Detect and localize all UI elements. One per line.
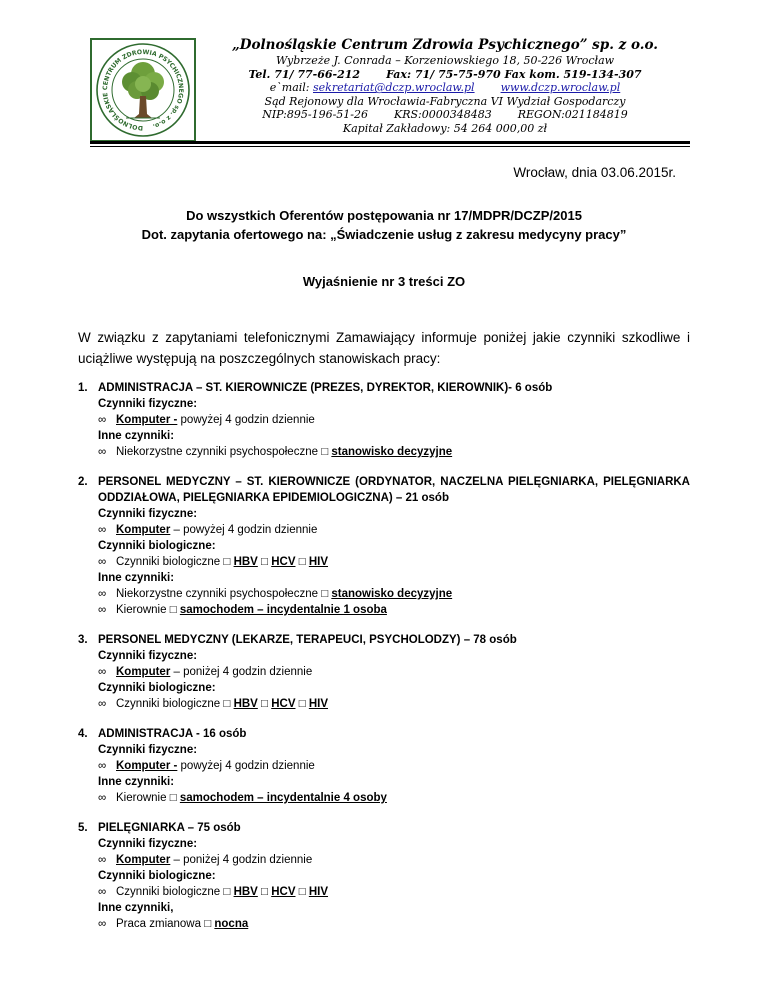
section-number: 4.: [78, 728, 88, 740]
company-registry: [200, 108, 690, 122]
letterhead-divider-thick: [90, 141, 690, 144]
section-1: [78, 380, 690, 460]
infinity-bullet-icon: ∞: [98, 446, 107, 458]
group-label: Czynniki fizyczne:: [98, 838, 198, 850]
group-label: Czynniki fizyczne:: [98, 398, 198, 410]
infinity-bullet-icon: ∞: [98, 524, 107, 536]
list-item: ∞ Komputer – powyżej 4 godzin dziennie: [98, 524, 318, 536]
tree-seal-icon: [90, 38, 196, 142]
infinity-bullet-icon: ∞: [98, 604, 107, 616]
group-label: Czynniki fizyczne:: [98, 508, 198, 520]
infinity-bullet-icon: ∞: [98, 886, 107, 898]
box-icon: □: [298, 886, 306, 898]
group-label: Czynniki biologiczne:: [98, 540, 216, 552]
group-label: Czynniki biologiczne:: [98, 870, 216, 882]
box-icon: □: [223, 556, 231, 568]
section-number: 3.: [78, 634, 88, 646]
letterhead-divider-thin: [90, 146, 690, 147]
section-number: 1.: [78, 382, 88, 394]
group-label: Inne czynniki,: [98, 902, 174, 914]
list-item: ∞ Praca zmianowa □ nocna: [98, 918, 249, 930]
logo-ring-text: DOLNOŚLĄSKIE CENTRUM ZDROWIA PSYCHICZNEGO sp. z o.o.: [101, 48, 185, 132]
infinity-bullet-icon: ∞: [98, 556, 107, 568]
date-line: Wrocław, dnia 03.06.2015r.: [513, 165, 676, 180]
box-icon: □: [298, 698, 306, 710]
section-number: 2.: [78, 476, 88, 488]
section-3: [78, 632, 690, 712]
section-title: PERSONEL MEDYCZNY (LEKARZE, TERAPEUCI, PSYCHOLODZY) – 78 osób: [98, 634, 517, 646]
section-title: ADMINISTRACJA – ST. KIEROWNICZE (PREZES, DYREKTOR, KIEROWNIK)- 6 osób: [98, 382, 553, 394]
box-icon: □: [169, 792, 177, 804]
infinity-bullet-icon: ∞: [98, 854, 107, 866]
infinity-bullet-icon: ∞: [98, 918, 107, 930]
group-label: Czynniki biologiczne:: [98, 682, 216, 694]
list-item: ∞ Komputer - powyżej 4 godzin dziennie: [98, 760, 315, 772]
addressee-heading: [78, 206, 690, 244]
group-label: Inne czynniki:: [98, 572, 175, 584]
group-label: Czynniki fizyczne:: [98, 650, 198, 662]
company-tel: Tel. 71/ 77-66-212: [248, 67, 361, 81]
email-link[interactable]: sekretariat@dczp.wroclaw.pl: [313, 81, 475, 95]
company-logo: [90, 38, 196, 142]
infinity-bullet-icon: ∞: [98, 414, 107, 426]
box-icon: □: [223, 698, 231, 710]
infinity-bullet-icon: ∞: [98, 698, 107, 710]
box-icon: □: [169, 604, 177, 616]
infinity-bullet-icon: ∞: [98, 666, 107, 678]
box-icon: □: [321, 588, 329, 600]
letterhead: [90, 36, 690, 144]
list-item: ∞ Komputer – poniżej 4 godzin dziennie: [98, 854, 313, 866]
group-label: Inne czynniki:: [98, 776, 175, 788]
infinity-bullet-icon: ∞: [98, 588, 107, 600]
infinity-bullet-icon: ∞: [98, 760, 107, 772]
box-icon: □: [261, 698, 268, 710]
company-name: „Dolnośląskie Centrum Zdrowia Psychicznego” sp. z o.o.: [232, 37, 658, 53]
job-positions-list: [78, 380, 690, 946]
section-4: [78, 726, 690, 806]
list-item: ∞ Czynniki biologiczne □ HBV □ HCV □ HIV: [98, 698, 329, 710]
company-regon: REGON:021184819: [517, 108, 628, 122]
list-item: ∞ Kierownie □ samochodem – incydentalnie 1 osoba: [98, 604, 387, 616]
list-item: ∞ Niekorzystne czynniki psychospołeczne □ stanowisko decyzyjne: [98, 588, 453, 600]
company-address: Wybrzeże J. Conrada – Korzeniowskiego 18, 50-226 Wrocław: [275, 54, 615, 67]
list-item: ∞ Kierownie □ samochodem – incydentalnie 4 osoby: [98, 792, 387, 804]
list-item: ∞ Czynniki biologiczne □ HBV □ HCV □ HIV: [98, 556, 329, 568]
list-item: ∞ Niekorzystne czynniki psychospołeczne □ stanowisko decyzyjne: [98, 446, 453, 458]
box-icon: □: [223, 886, 231, 898]
email-label: e`mail:: [269, 81, 310, 95]
list-item: ∞ Komputer - powyżej 4 godzin dziennie: [98, 414, 315, 426]
company-fax: Fax: 71/ 75-75-970 Fax kom. 519-134-307: [386, 67, 642, 81]
list-item: ∞ Komputer – poniżej 4 godzin dziennie: [98, 666, 313, 678]
group-label: Czynniki fizyczne:: [98, 744, 198, 756]
company-contacts: [200, 81, 690, 95]
box-icon: □: [204, 918, 212, 930]
company-phones: [200, 68, 690, 82]
infinity-bullet-icon: ∞: [98, 792, 107, 804]
box-icon: □: [261, 556, 268, 568]
list-item: ∞ Czynniki biologiczne □ HBV □ HCV □ HIV: [98, 886, 329, 898]
company-nip: NIP:895-196-51-26: [262, 108, 369, 122]
section-title: PIELĘGNIARKA – 75 osób: [98, 822, 241, 834]
letterhead-text: [200, 36, 690, 136]
company-capital: Kapitał Zakładowy: 54 264 000,00 zł: [342, 121, 548, 135]
section-title: PERSONEL MEDYCZNY – ST. KIEROWNICZE (ORDYNATOR, NACZELNA PIELĘGNIARKA, PIELĘGNIARKA ODDZIAŁOWA, PIELĘGNIARKA EPIDEMIOLOGICZNA) – 21 osób: [98, 476, 690, 504]
group-label: Inne czynniki:: [98, 430, 175, 442]
section-title: ADMINISTRACJA - 16 osób: [98, 728, 247, 740]
box-icon: □: [261, 886, 268, 898]
subheading: Wyjaśnienie nr 3 treści ZO: [302, 274, 466, 289]
company-krs: KRS:0000348483: [394, 108, 492, 122]
heading-line-2: Dot. zapytania ofertowego na: „Świadczenie usług z zakresu medycyny pracy”: [141, 227, 627, 242]
website-link[interactable]: www.dczp.wroclaw.pl: [500, 81, 621, 95]
section-5: [78, 820, 690, 932]
company-court: Sąd Rejonowy dla Wrocławia-Fabryczna VI Wydział Gospodarczy: [264, 94, 626, 108]
section-number: 5.: [78, 822, 88, 834]
box-icon: □: [298, 556, 306, 568]
heading-line-1: Do wszystkich Oferentów postępowania nr 17/MDPR/DCZP/2015: [186, 208, 582, 223]
intro-paragraph: W związku z zapytaniami telefonicznymi Zamawiający informuje poniżej jakie czynniki szkodliwe i uciążliwe występują na poszczególnych stanowiskach pracy:: [78, 330, 690, 366]
section-2: [78, 474, 690, 618]
box-icon: □: [321, 446, 329, 458]
